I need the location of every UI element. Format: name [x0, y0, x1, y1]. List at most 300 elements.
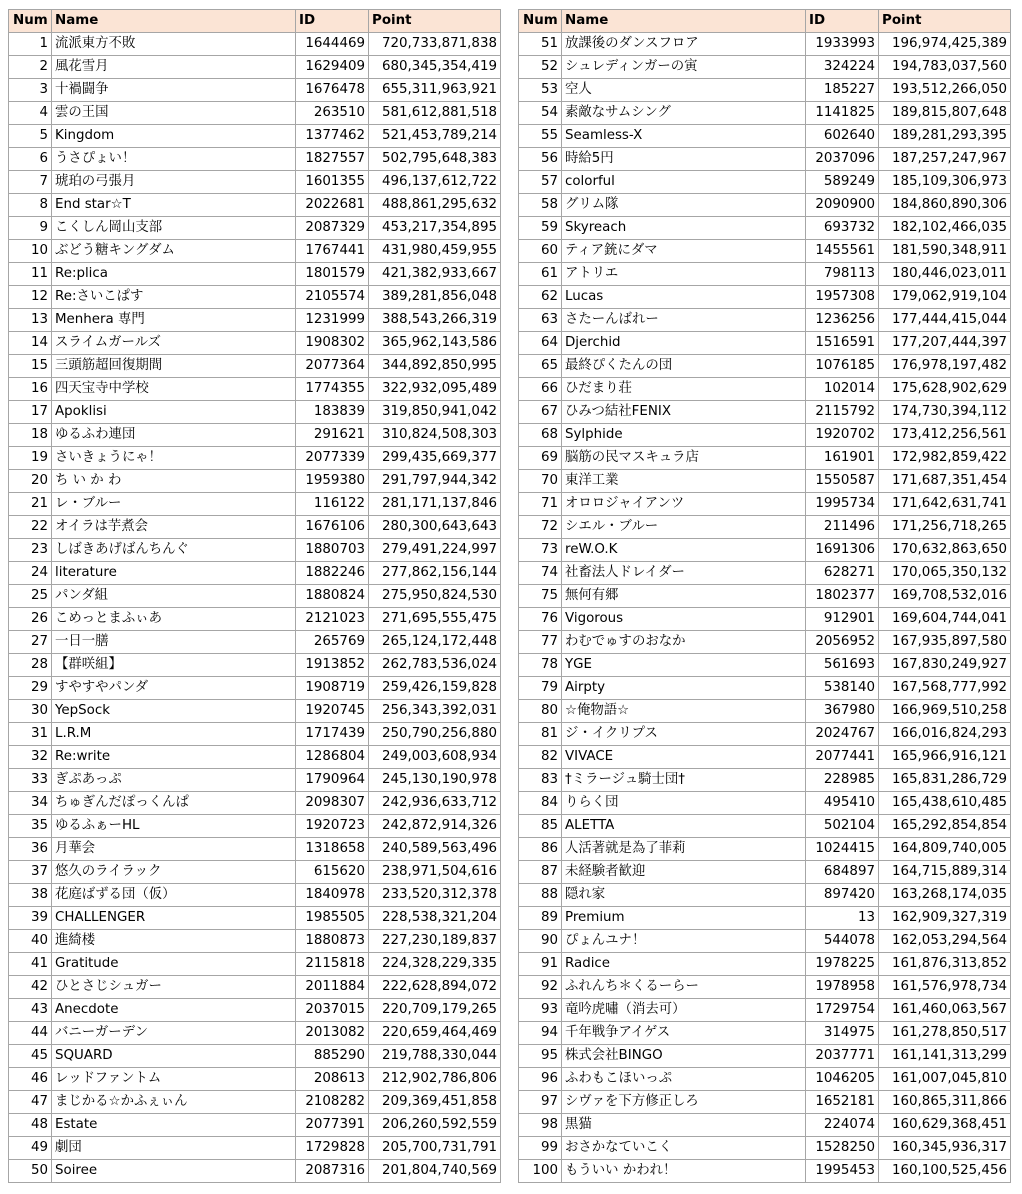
- rank-cell: 24: [9, 562, 52, 585]
- point-cell: 280,300,643,643: [369, 516, 501, 539]
- table-row: [519, 378, 1011, 401]
- table-row: [519, 102, 1011, 125]
- point-cell: 431,980,459,955: [369, 240, 501, 263]
- team-id-cell: 1908719: [296, 677, 369, 700]
- rank-cell: 3: [9, 79, 52, 102]
- team-name-cell: こくしん岡山支部: [52, 217, 296, 240]
- rank-cell: 86: [519, 838, 562, 861]
- team-name-cell: 流派東方不敗: [52, 33, 296, 56]
- point-cell: 453,217,354,895: [369, 217, 501, 240]
- team-id-cell: 1286804: [296, 746, 369, 769]
- table-row: [9, 424, 501, 447]
- team-name-cell: 放課後のダンスフロア: [562, 33, 806, 56]
- table-row: [519, 953, 1011, 976]
- point-cell: 175,628,902,629: [879, 378, 1011, 401]
- table-row: [519, 1160, 1011, 1183]
- point-cell: 521,453,789,214: [369, 125, 501, 148]
- point-cell: 171,256,718,265: [879, 516, 1011, 539]
- team-name-cell: YepSock: [52, 700, 296, 723]
- team-id-cell: 1880824: [296, 585, 369, 608]
- point-cell: 165,438,610,485: [879, 792, 1011, 815]
- rank-cell: 52: [519, 56, 562, 79]
- team-id-cell: 1995734: [806, 493, 879, 516]
- table-row: [9, 976, 501, 999]
- team-name-cell: こめっとまふぃあ: [52, 608, 296, 631]
- rank-cell: 72: [519, 516, 562, 539]
- team-id-cell: 1920702: [806, 424, 879, 447]
- point-cell: 182,102,466,035: [879, 217, 1011, 240]
- table-row: [519, 746, 1011, 769]
- team-name-cell: Vigorous: [562, 608, 806, 631]
- team-name-cell: colorful: [562, 171, 806, 194]
- table-row: [519, 861, 1011, 884]
- point-cell: 224,328,229,335: [369, 953, 501, 976]
- point-cell: 421,382,933,667: [369, 263, 501, 286]
- team-name-cell: さたーんばれー: [562, 309, 806, 332]
- point-cell: 161,576,978,734: [879, 976, 1011, 999]
- team-id-cell: 2037015: [296, 999, 369, 1022]
- point-cell: 171,687,351,454: [879, 470, 1011, 493]
- team-id-cell: 1920745: [296, 700, 369, 723]
- point-cell: 344,892,850,995: [369, 355, 501, 378]
- team-id-cell: 211496: [806, 516, 879, 539]
- rank-cell: 38: [9, 884, 52, 907]
- rank-cell: 8: [9, 194, 52, 217]
- team-name-cell: 劇団: [52, 1137, 296, 1160]
- table-row: [519, 401, 1011, 424]
- header-row: [9, 10, 501, 33]
- team-id-cell: 1959380: [296, 470, 369, 493]
- rank-cell: 68: [519, 424, 562, 447]
- point-cell: 185,109,306,973: [879, 171, 1011, 194]
- team-name-cell: 悠久のライラック: [52, 861, 296, 884]
- rank-cell: 47: [9, 1091, 52, 1114]
- point-cell: 228,538,321,204: [369, 907, 501, 930]
- team-name-cell: Airpty: [562, 677, 806, 700]
- rank-cell: 69: [519, 447, 562, 470]
- table-row: [9, 263, 501, 286]
- table-row: [9, 240, 501, 263]
- rank-cell: 31: [9, 723, 52, 746]
- table-row: [9, 125, 501, 148]
- table-row: [9, 355, 501, 378]
- team-name-cell: Lucas: [562, 286, 806, 309]
- table-row: [9, 1068, 501, 1091]
- rank-cell: 22: [9, 516, 52, 539]
- team-id-cell: 1978225: [806, 953, 879, 976]
- rank-cell: 56: [519, 148, 562, 171]
- table-row: [519, 723, 1011, 746]
- team-id-cell: 1913852: [296, 654, 369, 677]
- rank-cell: 36: [9, 838, 52, 861]
- team-name-cell: 【群咲組】: [52, 654, 296, 677]
- team-name-cell: 空人: [562, 79, 806, 102]
- point-cell: 167,830,249,927: [879, 654, 1011, 677]
- team-name-cell: ゆるふわ連団: [52, 424, 296, 447]
- team-name-cell: VIVACE: [562, 746, 806, 769]
- team-id-cell: 2024767: [806, 723, 879, 746]
- point-cell: 233,520,312,378: [369, 884, 501, 907]
- table-row: [9, 1045, 501, 1068]
- point-cell: 245,130,190,978: [369, 769, 501, 792]
- team-name-cell: 千年戦争アイゲス: [562, 1022, 806, 1045]
- point-cell: 160,345,936,317: [879, 1137, 1011, 1160]
- table-row: [519, 470, 1011, 493]
- team-id-cell: 1827557: [296, 148, 369, 171]
- team-id-cell: 265769: [296, 631, 369, 654]
- rank-cell: 21: [9, 493, 52, 516]
- point-cell: 219,788,330,044: [369, 1045, 501, 1068]
- point-cell: 322,932,095,489: [369, 378, 501, 401]
- team-id-cell: 1717439: [296, 723, 369, 746]
- team-name-cell: 雲の王国: [52, 102, 296, 125]
- point-cell: 275,950,824,530: [369, 585, 501, 608]
- table-row: [519, 516, 1011, 539]
- rank-cell: 33: [9, 769, 52, 792]
- team-id-cell: 2077339: [296, 447, 369, 470]
- point-cell: 212,902,786,806: [369, 1068, 501, 1091]
- point-cell: 319,850,941,042: [369, 401, 501, 424]
- point-cell: 177,207,444,397: [879, 332, 1011, 355]
- team-name-cell: すやすやパンダ: [52, 677, 296, 700]
- team-name-cell: 人活著就是為了菲莉: [562, 838, 806, 861]
- team-name-cell: シヴァを下方修正しろ: [562, 1091, 806, 1114]
- point-cell: 259,426,159,828: [369, 677, 501, 700]
- team-id-cell: 2115818: [296, 953, 369, 976]
- team-name-cell: パンダ組: [52, 585, 296, 608]
- team-name-cell: 風花雪月: [52, 56, 296, 79]
- team-name-cell: 社畜法人ドレイダー: [562, 562, 806, 585]
- table-row: [9, 378, 501, 401]
- rank-cell: 6: [9, 148, 52, 171]
- point-cell: 187,257,247,967: [879, 148, 1011, 171]
- point-cell: 277,862,156,144: [369, 562, 501, 585]
- header-point: Point: [879, 10, 1011, 33]
- rank-cell: 2: [9, 56, 52, 79]
- point-cell: 162,909,327,319: [879, 907, 1011, 930]
- team-name-cell: Sylphide: [562, 424, 806, 447]
- rank-cell: 17: [9, 401, 52, 424]
- team-id-cell: 602640: [806, 125, 879, 148]
- team-id-cell: 561693: [806, 654, 879, 677]
- point-cell: 242,936,633,712: [369, 792, 501, 815]
- team-id-cell: 1455561: [806, 240, 879, 263]
- team-id-cell: 798113: [806, 263, 879, 286]
- rank-cell: 10: [9, 240, 52, 263]
- team-id-cell: 1729754: [806, 999, 879, 1022]
- team-id-cell: 1774355: [296, 378, 369, 401]
- team-id-cell: 1236256: [806, 309, 879, 332]
- team-id-cell: 2037096: [806, 148, 879, 171]
- team-name-cell: 三頭筋超回復期間: [52, 355, 296, 378]
- table-row: [9, 194, 501, 217]
- table-row: [9, 884, 501, 907]
- team-name-cell: Gratitude: [52, 953, 296, 976]
- team-name-cell: ALETTA: [562, 815, 806, 838]
- point-cell: 310,824,508,303: [369, 424, 501, 447]
- team-name-cell: バニーガーデン: [52, 1022, 296, 1045]
- point-cell: 165,292,854,854: [879, 815, 1011, 838]
- point-cell: 169,708,532,016: [879, 585, 1011, 608]
- team-id-cell: 208613: [296, 1068, 369, 1091]
- team-id-cell: 684897: [806, 861, 879, 884]
- rank-cell: 42: [9, 976, 52, 999]
- table-row: [519, 654, 1011, 677]
- point-cell: 184,860,890,306: [879, 194, 1011, 217]
- team-name-cell: 琥珀の弓張月: [52, 171, 296, 194]
- point-cell: 581,612,881,518: [369, 102, 501, 125]
- table-row: [9, 33, 501, 56]
- rank-cell: 32: [9, 746, 52, 769]
- team-id-cell: 1024415: [806, 838, 879, 861]
- team-id-cell: 1790964: [296, 769, 369, 792]
- team-name-cell: 一日一膳: [52, 631, 296, 654]
- team-id-cell: 589249: [806, 171, 879, 194]
- table-row: [519, 999, 1011, 1022]
- table-row: [9, 861, 501, 884]
- team-id-cell: 13: [806, 907, 879, 930]
- team-name-cell: Skyreach: [562, 217, 806, 240]
- rank-cell: 87: [519, 861, 562, 884]
- rank-cell: 81: [519, 723, 562, 746]
- team-id-cell: 495410: [806, 792, 879, 815]
- team-id-cell: 1801579: [296, 263, 369, 286]
- point-cell: 291,797,944,342: [369, 470, 501, 493]
- team-id-cell: 2011884: [296, 976, 369, 999]
- rank-cell: 59: [519, 217, 562, 240]
- point-cell: 227,230,189,837: [369, 930, 501, 953]
- team-name-cell: ふれんち＊くるーらー: [562, 976, 806, 999]
- rank-cell: 12: [9, 286, 52, 309]
- rank-cell: 19: [9, 447, 52, 470]
- table-row: [9, 815, 501, 838]
- header-num: Num: [519, 10, 562, 33]
- rank-cell: 20: [9, 470, 52, 493]
- rank-cell: 61: [519, 263, 562, 286]
- rank-cell: 46: [9, 1068, 52, 1091]
- team-id-cell: 2087329: [296, 217, 369, 240]
- team-name-cell: わむでゅすのおなか: [562, 631, 806, 654]
- rank-cell: 65: [519, 355, 562, 378]
- team-id-cell: 2105574: [296, 286, 369, 309]
- header-row: [519, 10, 1011, 33]
- point-cell: 179,062,919,104: [879, 286, 1011, 309]
- table-row: [9, 677, 501, 700]
- team-name-cell: Menhera 専門: [52, 309, 296, 332]
- team-name-cell: シエル・ブルー: [562, 516, 806, 539]
- rank-cell: 67: [519, 401, 562, 424]
- table-row: [519, 194, 1011, 217]
- point-cell: 161,460,063,567: [879, 999, 1011, 1022]
- team-id-cell: 693732: [806, 217, 879, 240]
- rank-cell: 90: [519, 930, 562, 953]
- team-id-cell: 2056952: [806, 631, 879, 654]
- point-cell: 160,100,525,456: [879, 1160, 1011, 1183]
- team-name-cell: CHALLENGER: [52, 907, 296, 930]
- table-row: [9, 447, 501, 470]
- point-cell: 655,311,963,921: [369, 79, 501, 102]
- rank-cell: 77: [519, 631, 562, 654]
- table-row: [519, 171, 1011, 194]
- table-row: [9, 723, 501, 746]
- table-row: [9, 539, 501, 562]
- table-row: [9, 792, 501, 815]
- table-row: [519, 447, 1011, 470]
- team-id-cell: 1377462: [296, 125, 369, 148]
- team-name-cell: Soiree: [52, 1160, 296, 1183]
- table-row: [519, 562, 1011, 585]
- rank-cell: 4: [9, 102, 52, 125]
- table-row: [519, 332, 1011, 355]
- table-row: [9, 953, 501, 976]
- team-id-cell: 2037771: [806, 1045, 879, 1068]
- team-id-cell: 1516591: [806, 332, 879, 355]
- rank-cell: 44: [9, 1022, 52, 1045]
- header-point: Point: [369, 10, 501, 33]
- point-cell: 189,815,807,648: [879, 102, 1011, 125]
- point-cell: 164,715,889,314: [879, 861, 1011, 884]
- team-id-cell: 1141825: [806, 102, 879, 125]
- table-row: [519, 677, 1011, 700]
- table-row: [519, 56, 1011, 79]
- team-id-cell: 538140: [806, 677, 879, 700]
- table-row: [519, 792, 1011, 815]
- rank-cell: 48: [9, 1114, 52, 1137]
- team-id-cell: 1318658: [296, 838, 369, 861]
- team-id-cell: 1729828: [296, 1137, 369, 1160]
- table-row: [519, 493, 1011, 516]
- point-cell: 180,446,023,011: [879, 263, 1011, 286]
- point-cell: 281,171,137,846: [369, 493, 501, 516]
- rank-cell: 76: [519, 608, 562, 631]
- team-name-cell: 花庭ばずる団（仮）: [52, 884, 296, 907]
- point-cell: 166,969,510,258: [879, 700, 1011, 723]
- team-name-cell: Radice: [562, 953, 806, 976]
- point-cell: 165,831,286,729: [879, 769, 1011, 792]
- rank-cell: 78: [519, 654, 562, 677]
- point-cell: 680,345,354,419: [369, 56, 501, 79]
- team-id-cell: 1767441: [296, 240, 369, 263]
- point-cell: 279,491,224,997: [369, 539, 501, 562]
- team-name-cell: 十禍闘争: [52, 79, 296, 102]
- team-name-cell: L.R.M: [52, 723, 296, 746]
- team-name-cell: ゆるふぁーHL: [52, 815, 296, 838]
- team-id-cell: 615620: [296, 861, 369, 884]
- point-cell: 242,872,914,326: [369, 815, 501, 838]
- point-cell: 205,700,731,791: [369, 1137, 501, 1160]
- team-name-cell: ☆俺物語☆: [562, 700, 806, 723]
- table-row: [9, 769, 501, 792]
- team-name-cell: 時給5円: [562, 148, 806, 171]
- table-row: [9, 1160, 501, 1183]
- rank-cell: 83: [519, 769, 562, 792]
- rank-cell: 49: [9, 1137, 52, 1160]
- point-cell: 161,876,313,852: [879, 953, 1011, 976]
- rank-cell: 98: [519, 1114, 562, 1137]
- point-cell: 488,861,295,632: [369, 194, 501, 217]
- point-cell: 174,730,394,112: [879, 401, 1011, 424]
- team-id-cell: 1629409: [296, 56, 369, 79]
- table-row: [519, 884, 1011, 907]
- team-name-cell: Anecdote: [52, 999, 296, 1022]
- point-cell: 161,007,045,810: [879, 1068, 1011, 1091]
- table-row: [519, 309, 1011, 332]
- team-id-cell: 1933993: [806, 33, 879, 56]
- team-name-cell: Re:write: [52, 746, 296, 769]
- rank-cell: 29: [9, 677, 52, 700]
- table-row: [519, 1022, 1011, 1045]
- rank-cell: 53: [519, 79, 562, 102]
- rank-cell: 30: [9, 700, 52, 723]
- team-id-cell: 2115792: [806, 401, 879, 424]
- table-row: [519, 125, 1011, 148]
- rank-cell: 7: [9, 171, 52, 194]
- table-row: [9, 1114, 501, 1137]
- table-row: [9, 56, 501, 79]
- point-cell: 163,268,174,035: [879, 884, 1011, 907]
- team-name-cell: スライムガールズ: [52, 332, 296, 355]
- table-row: [9, 631, 501, 654]
- point-cell: 172,982,859,422: [879, 447, 1011, 470]
- point-cell: 502,795,648,383: [369, 148, 501, 171]
- point-cell: 222,628,894,072: [369, 976, 501, 999]
- table-row: [519, 907, 1011, 930]
- team-id-cell: 1231999: [296, 309, 369, 332]
- team-name-cell: 月華会: [52, 838, 296, 861]
- rank-cell: 85: [519, 815, 562, 838]
- table-row: [9, 1137, 501, 1160]
- point-cell: 265,124,172,448: [369, 631, 501, 654]
- table-row: [519, 1091, 1011, 1114]
- team-name-cell: 竜吟虎嘯（消去可）: [562, 999, 806, 1022]
- table-row: [519, 424, 1011, 447]
- header-id: ID: [296, 10, 369, 33]
- point-cell: 176,978,197,482: [879, 355, 1011, 378]
- team-id-cell: 183839: [296, 401, 369, 424]
- rank-cell: 40: [9, 930, 52, 953]
- team-name-cell: 未経験者歓迎: [562, 861, 806, 884]
- table-row: [519, 1045, 1011, 1068]
- point-cell: 256,343,392,031: [369, 700, 501, 723]
- table-row: [519, 217, 1011, 240]
- rank-cell: 60: [519, 240, 562, 263]
- table-row: [9, 654, 501, 677]
- team-name-cell: Premium: [562, 907, 806, 930]
- point-cell: 209,369,451,858: [369, 1091, 501, 1114]
- table-row: [519, 930, 1011, 953]
- table-row: [9, 217, 501, 240]
- point-cell: 220,709,179,265: [369, 999, 501, 1022]
- rank-cell: 95: [519, 1045, 562, 1068]
- rank-cell: 96: [519, 1068, 562, 1091]
- team-id-cell: 1920723: [296, 815, 369, 838]
- rank-cell: 18: [9, 424, 52, 447]
- rank-cell: 62: [519, 286, 562, 309]
- team-name-cell: †ミラージュ騎士団†: [562, 769, 806, 792]
- team-id-cell: 116122: [296, 493, 369, 516]
- table-row: [9, 700, 501, 723]
- team-name-cell: しばきあげばんちんぐ: [52, 539, 296, 562]
- table-row: [519, 1137, 1011, 1160]
- point-cell: 161,141,313,299: [879, 1045, 1011, 1068]
- rank-cell: 57: [519, 171, 562, 194]
- team-name-cell: まじかる☆かふぇぃん: [52, 1091, 296, 1114]
- point-cell: 162,053,294,564: [879, 930, 1011, 953]
- point-cell: 220,659,464,469: [369, 1022, 501, 1045]
- ranking-table-right: [518, 9, 1011, 1183]
- header-name: Name: [52, 10, 296, 33]
- table-row: [9, 746, 501, 769]
